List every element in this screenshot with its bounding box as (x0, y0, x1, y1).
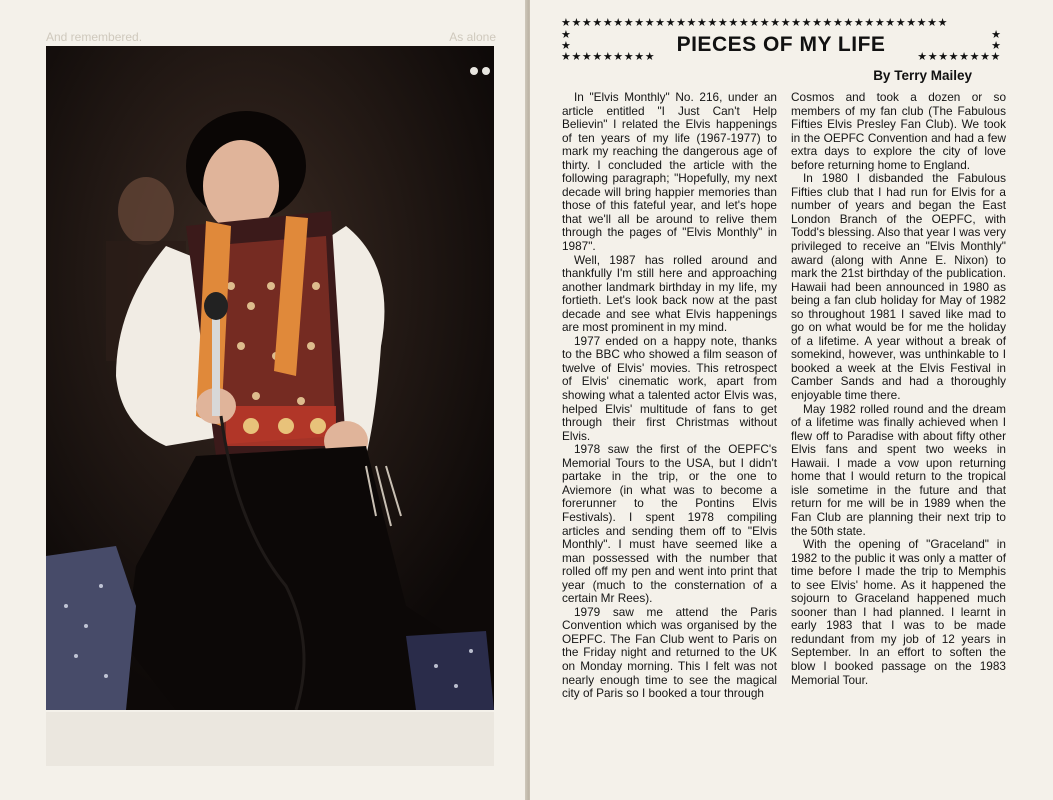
paragraph: 1979 saw me attend the Paris Convention which was organised by the OEPFC. The Fan Club went to Paris on the Friday night and returned to the UK on Monday morning. This I felt was not nearly enough time to see the magical city of Paris so I booked a tour through (562, 604, 777, 701)
paragraph: May 1982 rolled round and the dream of a lifetime was finally achieved when I flew off to Paradise with about fifty other Elvis fans and spent two weeks in Hawaii. I made a vow upon returning home that I would return to the tropical isle sometime in the future and that return for me will be in 1989 when the Fan Club are planning their next trip to the 50th state. (791, 401, 1006, 538)
photo-lower-margin (46, 712, 494, 766)
star-border-top: ★★★★★★★★★★★★★★★★★★★★★★★★★★★★★★★★★★★★★ (561, 18, 949, 29)
paragraph: Well, 1987 has rolled around and thankfully I'm still here and approaching another landmark birthday in my life, my fortieth. Let's look back now at the past decade and see what Elvis happenings are most prominent in my mind. (562, 252, 777, 335)
paragraph: 1978 saw the first of the OEPFC's Memorial Tours to the USA, but I didn't partake in the trip, or the one to Aviemore (in what was to become a forerunner to the Pontins Elvis Festivals). I spent 1978 compiling articles and sending them off to "Elvis Monthly". I must have seemed like a man possessed with the number that rolled off my pen and went into print that year (much to the consternation of a certain Mr Rees). (562, 442, 777, 606)
concert-photo (46, 46, 494, 710)
paragraph: In "Elvis Monthly" No. 216, under an article entitled "I Just Can't Help Believin" I related the Elvis happenings of ten years of my life (1967-1977) to mark my reaching the dangerous age of thirty. I concluded the article with the following paragraph; "Hopefully, my next decade will bring happier memories than those of this fateful year, and let's hope that we'll all be around to relive them through the pages of "Elvis Monthly" in 1987". (562, 90, 777, 254)
title-frame (561, 18, 1001, 64)
paragraph: With the opening of "Graceland" in 1982 to the public it was only a matter of time before I made the trip to Memphis to see Elvis' home. As it happened the sojourn to Graceland happened much sooner than I had planned. I learnt in early 1983 that I was to be made redundant from my job of 12 years in September. In an effort to soften the blow I booked passage on the 1983 Memorial Tour. (791, 537, 1006, 687)
article-column-2 (791, 91, 1006, 687)
star-border-right: ★ ★ (991, 29, 1001, 52)
star-border-bottom-left: ★★★★★★★★★ (561, 51, 656, 63)
paragraph: Cosmos and took a dozen or so members of my fan club (The Fabulous Fifties Elvis Presley Fan Club). We took in the OEPFC Convention and had a few extra days to explore the city of love before returning home to England. (791, 90, 1006, 172)
article-byline: By Terry Mailey (873, 68, 972, 83)
performer-illustration (46, 46, 494, 710)
ghost-header-left: And remembered. (46, 30, 143, 44)
article-column-1 (562, 91, 777, 701)
star-border-left: ★ ★ (561, 29, 571, 52)
paragraph: In 1980 I disbanded the Fabulous Fifties club that I had run for Elvis for a number of years and began the East London Branch of the OEPFC, with Todd's blessing. Also that year I was very privileged to receive an "Elvis Monthly" award (along with Anne E. Nixon) to mark the 21st birthday of the publication. Hawaii had been announced in 1980 as being a fan club holiday for May of 1982 so throughout 1981 I saved like mad to go on what would be for me the holiday of a lifetime. A year without a break of somekind, however, was unthinkable to I booked a week at the Elvis Festival in Camber Sands and had a thoroughly enjoyable time there. (791, 171, 1006, 403)
paragraph: 1977 ended on a happy note, thanks to the BBC who showed a film season of twelve of Elvis' movies. This retrospect of Elvis' cinematic work, apart from showing what a talented actor Elvis was, helped Elvis' multitude of fans to get through their first Christmas without Elvis. (562, 333, 777, 443)
ghost-header-right: As alone (449, 30, 496, 44)
star-border-bottom-right: ★★★★★★★★ (917, 51, 1001, 63)
article-title: PIECES OF MY LIFE (676, 33, 886, 56)
show-through-text (46, 30, 496, 44)
